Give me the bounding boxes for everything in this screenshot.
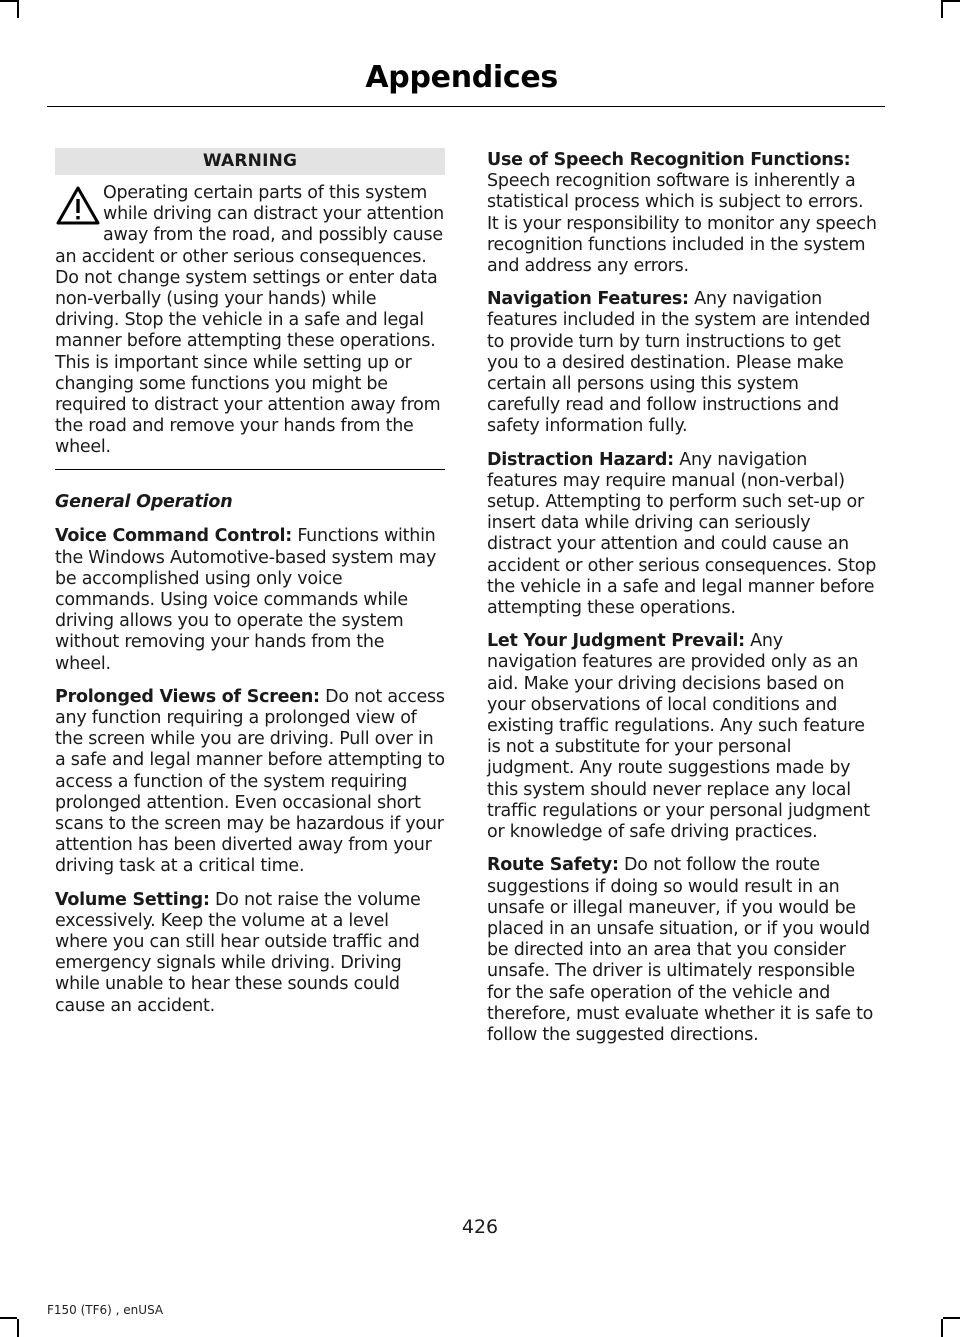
- paragraph-text: Any navigation features are provided only as an aid. Make your driving decisions based on your observations of local conditions and existing traffic regulations. Any such feature is not a substitute for your personal judgment. Any route suggestions made by this system should never replace any local traffic regulations or your personal judgment or knowledge of safe driving practices.: [487, 631, 870, 843]
- crop-mark: [943, 0, 960, 2]
- paragraph-volume-setting: [55, 890, 445, 1017]
- paragraph-label: Let Your Judgment Prevail:: [487, 631, 745, 652]
- paragraph-text: Do not follow the route suggestions if doing so would result in an unsafe or illegal maneuver, if you would be placed in an unsafe situation, or if you would be directed into an area that you consider unsafe. The driver is ultimately responsible for the safe operation of the vehicle and therefore, must evaluate whether it is safe to follow the suggested directions.: [487, 855, 874, 1045]
- paragraph-label: Distraction Hazard:: [487, 449, 674, 470]
- warning-box: [55, 183, 445, 459]
- paragraph-judgment: [487, 631, 877, 843]
- crop-mark: [0, 1317, 17, 1319]
- crop-mark: [0, 0, 17, 2]
- paragraph-label: Voice Command Control:: [55, 526, 293, 547]
- paragraph-text: Any navigation features may require manual (non-verbal) setup. Attempting to perform such set-up or insert data while driving can seriously distract your attention and could cause an accident or other serious consequences. Stop the vehicle in a safe and legal manner before attempting these operations.: [487, 449, 877, 619]
- warning-heading: WARNING: [55, 148, 445, 175]
- paragraph-label: Use of Speech Recognition Functions:: [487, 150, 851, 170]
- paragraph-text: Any navigation features included in the system are intended to provide turn by turn instructions to get you to a desired destination. Please make certain all persons using this system carefully read and follow instructions and safety information fully.: [487, 289, 871, 437]
- page-number: 426: [461, 1216, 499, 1238]
- paragraph-distraction-hazard: [487, 450, 877, 620]
- warning-text: Operating certain parts of this system while driving can distract your attention away from the road, and possibly cause an accident or other serious consequences. Do not change system settings or enter data non-verbally (using your hands) while driving. Stop the vehicle in a safe and legal manner before attempting these operations. This is important since while setting up or changing some functions you might be required to distract your attention away from the road and remove your hands from the wheel.: [55, 183, 445, 458]
- warning-triangle-icon: [55, 185, 101, 227]
- right-column: [487, 150, 877, 1058]
- paragraph-text: Functions within the Windows Automotive-based system may be accomplished using only voice commands. Using voice commands while driving allows you to operate the system without removing your hands from the wheel.: [55, 526, 437, 674]
- crop-mark: [17, 0, 19, 18]
- paragraph-route-safety: [487, 855, 877, 1046]
- paragraph-label: Navigation Features:: [487, 289, 689, 310]
- paragraph-text: Do not raise the volume excessively. Keep the volume at a level where you can still hear outside traffic and emergency signals while driving. Driving while unable to hear these sounds could cause an accident.: [55, 889, 421, 1016]
- paragraph-label: Volume Setting:: [55, 889, 210, 910]
- crop-mark: [17, 1319, 19, 1337]
- paragraph-speech-recognition: [487, 150, 877, 277]
- paragraph-label: Prolonged Views of Screen:: [55, 686, 320, 707]
- paragraph-prolonged-views: [55, 687, 445, 878]
- warning-divider: [55, 469, 445, 471]
- paragraph-label: Route Safety:: [487, 855, 619, 876]
- section-subheading: General Operation: [55, 492, 233, 513]
- paragraph-voice-command: [55, 526, 445, 674]
- crop-mark: [943, 1317, 960, 1319]
- footer-text: F150 (TF6) , enUSA: [47, 1303, 164, 1317]
- page-title: Appendices: [365, 60, 558, 95]
- left-column: [55, 148, 445, 1029]
- crop-mark: [941, 1319, 943, 1337]
- paragraph-text: Do not access any function requiring a prolonged view of the screen while you are driving. Pull over in a safe and legal manner before attempting to access a function of the system requiring prolonged attention. Even occasional short scans to the screen may be hazardous if your attention has been diverted away from your driving task at a critical time.: [55, 686, 445, 877]
- paragraph-navigation-features: [487, 289, 877, 437]
- crop-mark: [941, 0, 943, 18]
- header-rule: [47, 106, 885, 107]
- paragraph-text: Speech recognition software is inherently a statistical process which is subject to errors. It is your responsibility to monitor any speech recognition functions included in the system and address any errors.: [487, 171, 877, 277]
